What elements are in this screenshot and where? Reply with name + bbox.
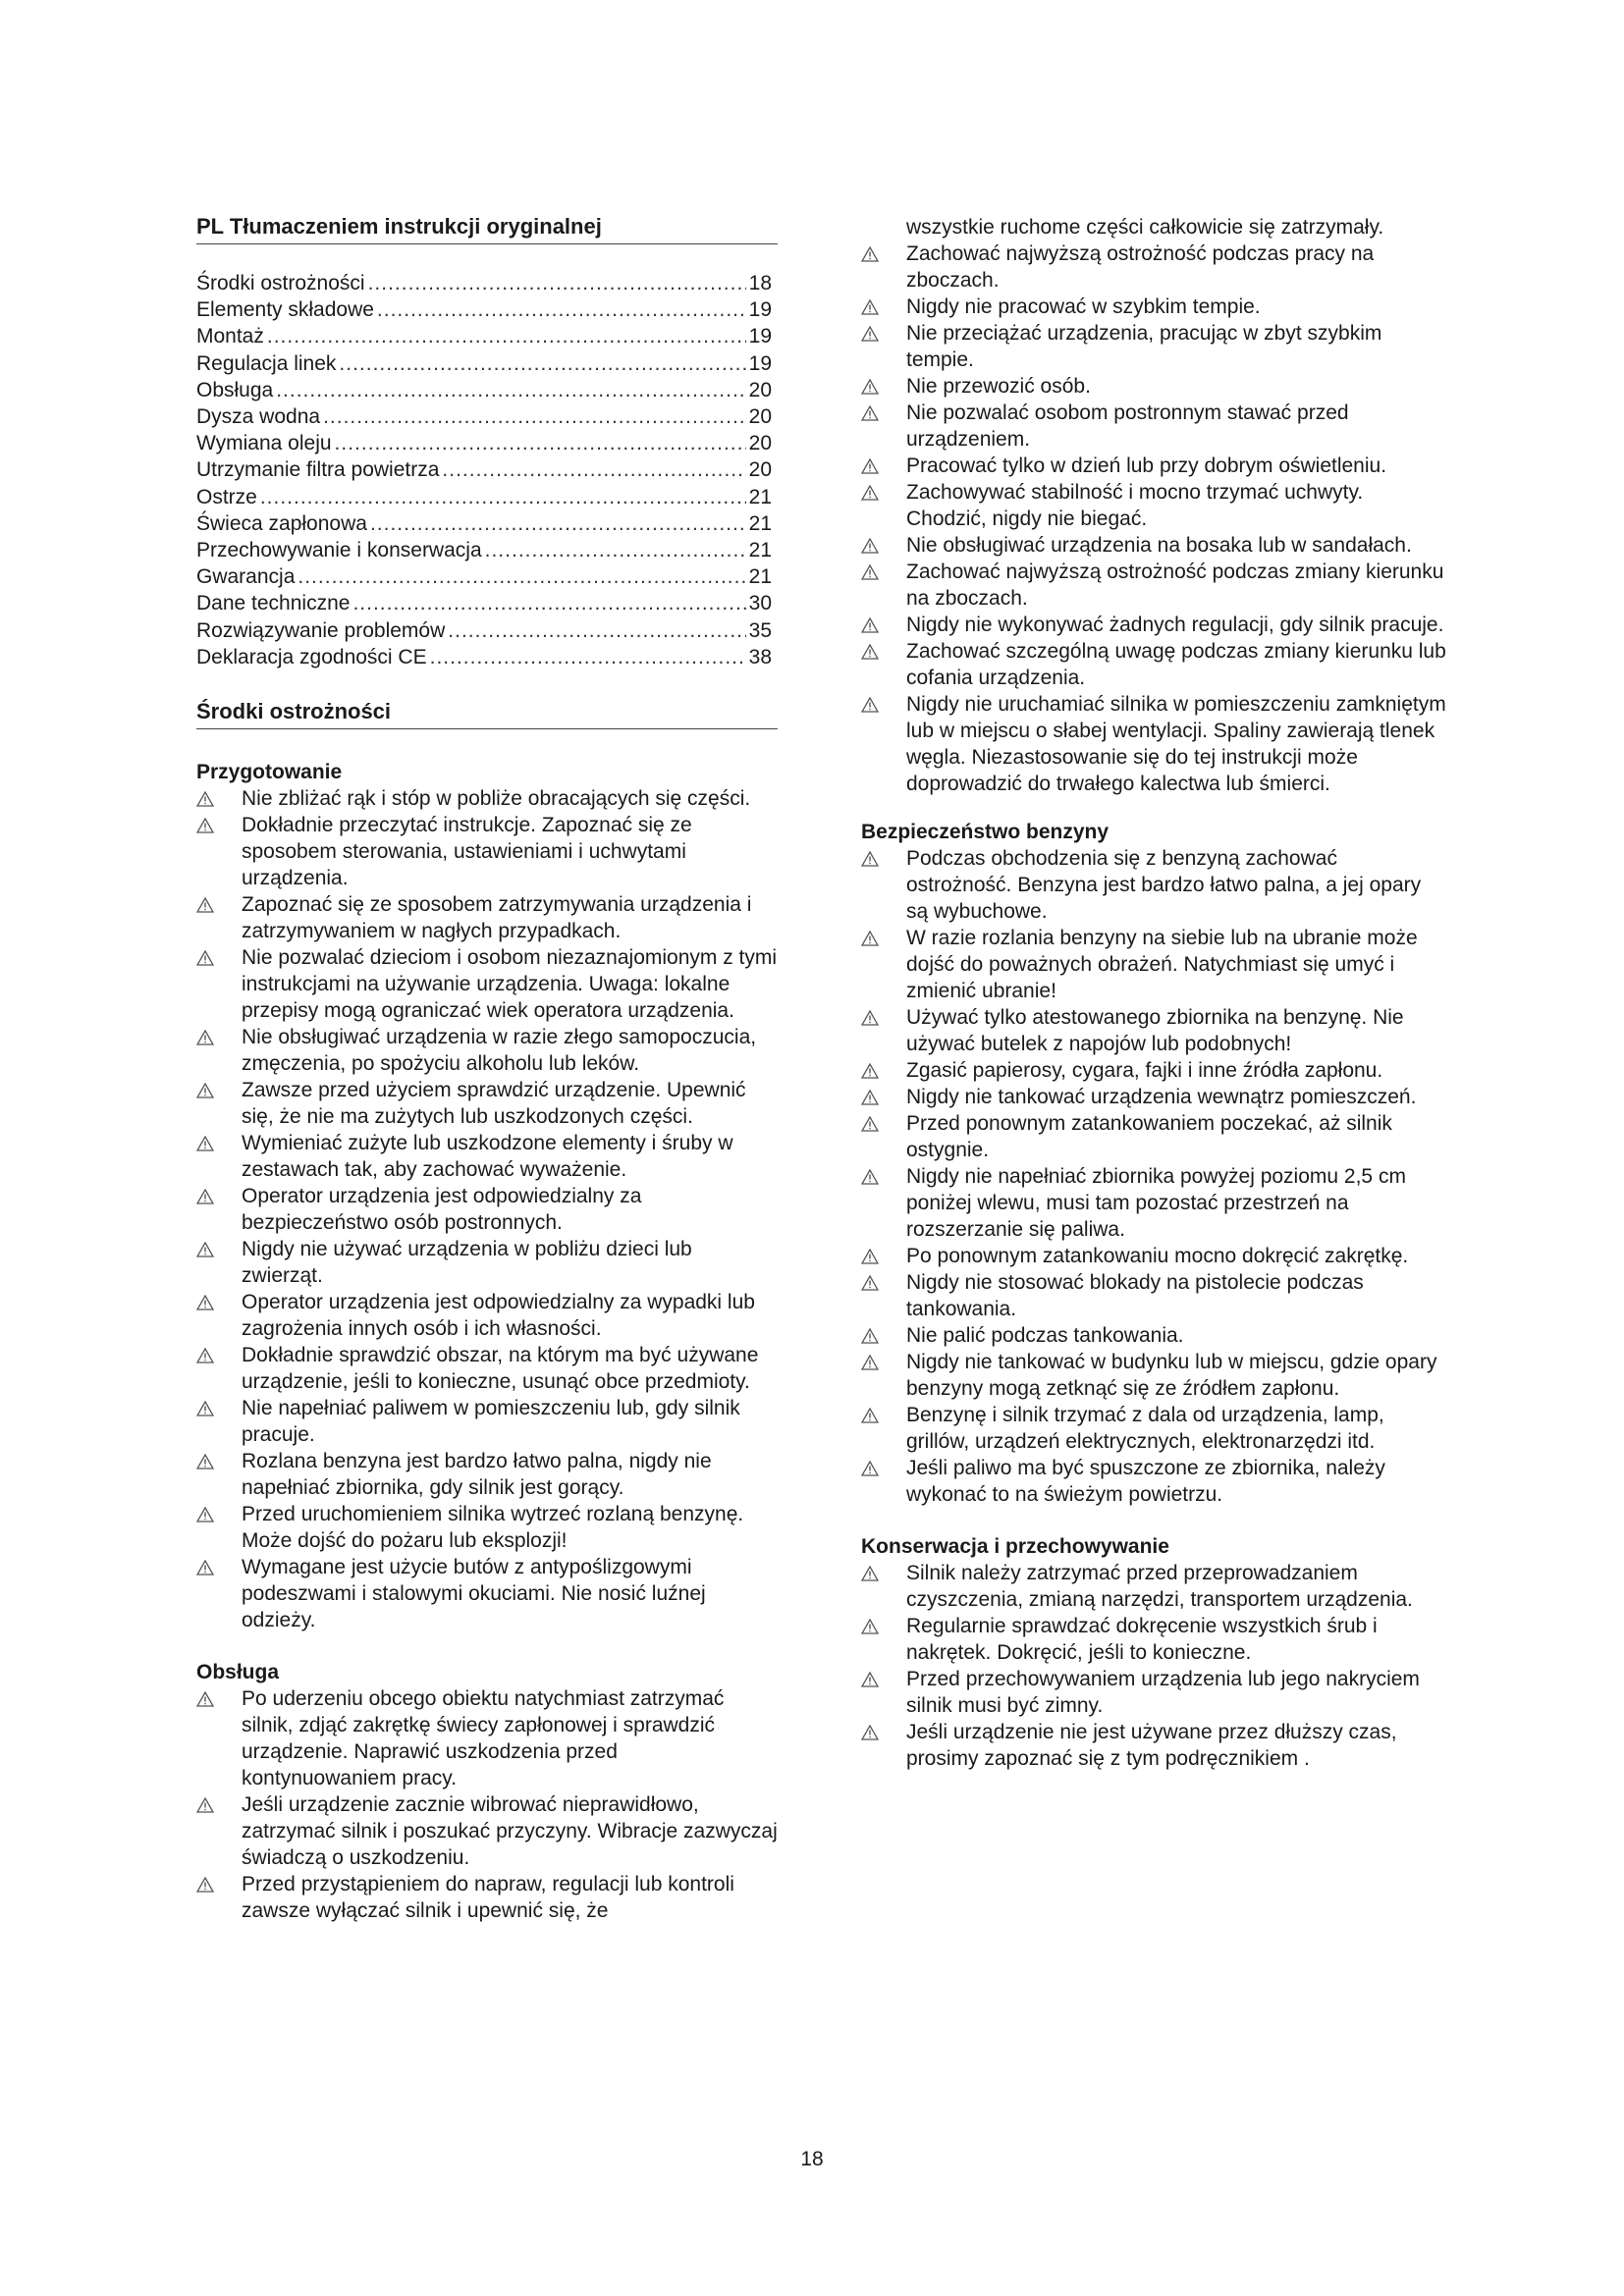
warning-icon bbox=[196, 1454, 214, 1469]
warning-icon bbox=[861, 1408, 879, 1423]
warning-icon bbox=[196, 897, 214, 913]
toc-entry-page: 21 bbox=[748, 565, 772, 589]
warning-icon bbox=[196, 1242, 214, 1257]
maintenance-list bbox=[861, 1560, 1447, 1772]
warning-icon bbox=[196, 1797, 214, 1813]
warning-icon bbox=[196, 1136, 214, 1151]
list-item bbox=[861, 612, 1447, 638]
list-item bbox=[196, 1024, 778, 1077]
toc-entry-page: 20 bbox=[748, 378, 772, 401]
toc-row bbox=[196, 537, 772, 563]
warning-icon bbox=[861, 485, 879, 501]
toc-row bbox=[196, 323, 772, 349]
toc-dot-leader bbox=[276, 377, 745, 403]
warning-icon bbox=[861, 246, 879, 262]
petrol-safety-list bbox=[861, 845, 1447, 1508]
list-item-text: Nigdy nie używać urządzenia w pobliżu dzieci lub zwierząt. bbox=[242, 1238, 692, 1287]
list-item bbox=[861, 638, 1447, 691]
toc-dot-leader bbox=[442, 456, 745, 483]
warning-icon bbox=[196, 1691, 214, 1707]
toc-entry-page: 38 bbox=[748, 645, 772, 668]
list-item-text: Wymagane jest użycie butów z antypoślizgowymi podeszwami i stalowymi okuciami. Nie nosić luźnej odzieży. bbox=[242, 1556, 706, 1631]
toc-entry-page: 21 bbox=[748, 485, 772, 508]
warning-icon bbox=[861, 538, 879, 554]
warning-icon bbox=[861, 851, 879, 867]
warning-icon bbox=[196, 1401, 214, 1416]
toc-entry-page: 21 bbox=[748, 511, 772, 535]
warning-icon bbox=[861, 1249, 879, 1264]
document-header: PL Tłumaczeniem instrukcji oryginalnej bbox=[196, 214, 778, 244]
list-item-text: Regularnie sprawdzać dokręcenie wszystkich śrub i nakrętek. Dokręcić, jeśli to konieczne. bbox=[906, 1615, 1378, 1664]
list-item-text: Nie palić podczas tankowania. bbox=[906, 1324, 1184, 1347]
list-item bbox=[861, 1719, 1447, 1772]
toc-dot-leader bbox=[339, 350, 745, 377]
warning-icon bbox=[861, 931, 879, 946]
warning-icon bbox=[861, 1355, 879, 1370]
toc-entry-title: Montaż bbox=[196, 325, 264, 348]
toc-dot-leader bbox=[298, 563, 745, 590]
list-item bbox=[861, 1057, 1447, 1084]
toc-entry-page: 30 bbox=[748, 592, 772, 615]
list-item bbox=[196, 1554, 778, 1633]
toc-dot-leader bbox=[448, 617, 745, 644]
toc-row bbox=[196, 430, 772, 456]
toc-dot-leader bbox=[335, 430, 746, 456]
list-item-text: Benzynę i silnik trzymać z dala od urządzenia, lamp, grillów, urządzeń elektrycznych, elektronarzędzi itd. bbox=[906, 1404, 1384, 1453]
warning-icon bbox=[196, 1189, 214, 1204]
list-item-text: Silnik należy zatrzymać przed przeprowadzaniem czyszczenia, zmianą narzędzi, transportem urządzenia. bbox=[906, 1562, 1413, 1611]
toc-dot-leader bbox=[323, 403, 746, 430]
page-number: 18 bbox=[800, 2148, 824, 2170]
toc-entry-title: Dysza wodna bbox=[196, 405, 321, 429]
maintenance-heading: Konserwacja i przechowywanie bbox=[861, 1535, 1169, 1558]
warning-icon bbox=[861, 1725, 879, 1740]
list-item-text: Nie przewozić osób. bbox=[906, 375, 1091, 398]
warning-icon bbox=[861, 697, 879, 713]
list-item-text: Przed przechowywaniem urządzenia lub jego nakryciem silnik musi być zimny. bbox=[906, 1668, 1420, 1717]
toc-entry-title: Regulacja linek bbox=[196, 351, 337, 375]
list-item bbox=[861, 294, 1447, 320]
toc-entry-page: 20 bbox=[748, 458, 772, 482]
warning-icon bbox=[861, 1010, 879, 1026]
warning-icon bbox=[861, 1169, 879, 1185]
toc-row bbox=[196, 510, 772, 537]
toc-entry-title: Utrzymanie filtra powietrza bbox=[196, 458, 440, 482]
list-item-text: Rozlana benzyna jest bardzo łatwo palna, nigdy nie napełniać zbiornika, gdy silnik jest gorący. bbox=[242, 1450, 712, 1499]
warning-icon bbox=[196, 1560, 214, 1575]
list-item-text: Nie zbliżać rąk i stóp w pobliże obracających się części. bbox=[242, 787, 751, 810]
list-item bbox=[196, 1077, 778, 1130]
list-item-text: Operator urządzenia jest odpowiedzialny za wypadki lub zagrożenia innych osób i ich własności. bbox=[242, 1291, 755, 1340]
warning-icon bbox=[861, 1619, 879, 1634]
toc-dot-leader bbox=[368, 270, 746, 296]
operation-heading: Obsługa bbox=[196, 1661, 280, 1683]
list-item bbox=[861, 1110, 1447, 1163]
warning-icon bbox=[861, 1461, 879, 1476]
warning-icon bbox=[861, 1063, 879, 1079]
list-item-text: Wymieniać zużyte lub uszkodzone elementy i śruby w zestawach tak, aby zachować wyważenie. bbox=[242, 1132, 733, 1181]
operation-list-part1 bbox=[196, 1685, 778, 1924]
warning-icon bbox=[861, 1090, 879, 1105]
list-item bbox=[861, 1666, 1447, 1719]
list-item bbox=[861, 1322, 1447, 1349]
list-item bbox=[196, 1448, 778, 1501]
list-item bbox=[861, 1243, 1447, 1269]
list-item-text: Zapoznać się ze sposobem zatrzymywania urządzenia i zatrzymywaniem w nagłych przypadkach. bbox=[242, 893, 752, 942]
list-item-text: Nigdy nie wykonywać żadnych regulacji, gdy silnik pracuje. bbox=[906, 614, 1444, 636]
toc-entry-page: 20 bbox=[748, 405, 772, 429]
toc-entry-title: Deklaracja zgodności CE bbox=[196, 645, 427, 668]
list-item-text: wszystkie ruchome części całkowicie się zatrzymały. bbox=[906, 216, 1384, 239]
toc-row bbox=[196, 377, 772, 403]
list-item-text: Zachowywać stabilność i mocno trzymać uchwyty. Chodzić, nigdy nie biegać. bbox=[906, 481, 1364, 530]
list-item-text: Zgasić papierosy, cygara, fajki i inne źródła zapłonu. bbox=[906, 1059, 1383, 1082]
toc-row bbox=[196, 350, 772, 377]
toc-dot-leader bbox=[260, 484, 746, 510]
toc-entry-page: 18 bbox=[748, 272, 772, 294]
toc-row bbox=[196, 617, 772, 644]
list-item bbox=[861, 1455, 1447, 1508]
list-item bbox=[861, 1084, 1447, 1110]
list-item bbox=[196, 1871, 778, 1924]
list-item bbox=[861, 1163, 1447, 1243]
toc-entry-title: Elementy składowe bbox=[196, 298, 374, 322]
toc-dot-leader bbox=[267, 323, 746, 349]
list-item-text: Nigdy nie stosować blokady na pistolecie podczas tankowania. bbox=[906, 1271, 1364, 1320]
list-item bbox=[196, 1236, 778, 1289]
toc-entry-title: Środki ostrożności bbox=[196, 272, 365, 294]
list-item-text: Przed przystąpieniem do napraw, regulacji lub kontroli zawsze wyłączać silnik i upewnić się, że bbox=[242, 1873, 734, 1922]
list-item bbox=[861, 240, 1447, 294]
list-item bbox=[196, 1501, 778, 1554]
toc-entry-title: Obsługa bbox=[196, 378, 274, 401]
list-item-text: Dokładnie przeczytać instrukcje. Zapoznać się ze sposobem sterowania, ustawieniami i uchwytami urządzenia. bbox=[242, 814, 692, 889]
list-item bbox=[196, 1289, 778, 1342]
list-item bbox=[196, 1342, 778, 1395]
list-item bbox=[861, 453, 1447, 479]
list-item bbox=[861, 1560, 1447, 1613]
list-item-text: Nie obsługiwać urządzenia w razie złego samopoczucia, zmęczenia, po spożyciu alkoholu lub leków. bbox=[242, 1026, 757, 1075]
list-item-text: Przed ponownym zatankowaniem poczekać, aż silnik ostygnie. bbox=[906, 1112, 1392, 1161]
toc-dot-leader bbox=[370, 510, 746, 537]
list-item-text: Nie pozwalać dzieciom i osobom niezaznajomionym z tymi instrukcjami na używanie urządzenia. Uwaga: lokalne przepisy mogą ograniczać wiek operatora urządzenia. bbox=[242, 946, 778, 1022]
warning-icon bbox=[861, 405, 879, 421]
list-item bbox=[861, 559, 1447, 612]
list-item bbox=[861, 1269, 1447, 1322]
warning-icon bbox=[861, 299, 879, 315]
list-item bbox=[196, 1130, 778, 1183]
list-item-text: Jeśli paliwo ma być spuszczone ze zbiornika, należy wykonać to na świeżym powietrzu. bbox=[906, 1457, 1385, 1506]
list-item-text: Po uderzeniu obcego obiektu natychmiast zatrzymać silnik, zdjąć zakrętkę świecy zapłonowej i sprawdzić urządzenie. Naprawić uszkodzenia przed kontynuowaniem pracy. bbox=[242, 1687, 725, 1789]
warning-icon bbox=[196, 791, 214, 807]
toc-entry-title: Wymiana oleju bbox=[196, 432, 332, 455]
list-item-text: Zachować najwyższą ostrożność podczas pracy na zboczach. bbox=[906, 242, 1375, 292]
toc-entry-page: 19 bbox=[748, 325, 772, 348]
warning-icon bbox=[196, 818, 214, 833]
list-item bbox=[196, 1395, 778, 1448]
toc-entry-title: Ostrze bbox=[196, 485, 257, 508]
list-item-text: Nie napełniać paliwem w pomieszczeniu lub, gdy silnik pracuje. bbox=[242, 1397, 740, 1446]
list-item bbox=[861, 1004, 1447, 1057]
list-item bbox=[861, 400, 1447, 453]
toc-entry-page: 19 bbox=[748, 351, 772, 375]
list-item-text: Dokładnie sprawdzić obszar, na którym ma być używane urządzenie, jeśli to konieczne, usunąć obce przedmioty. bbox=[242, 1344, 759, 1393]
toc-row bbox=[196, 456, 772, 483]
list-item-text: Nie pozwalać osobom postronnym stawać przed urządzeniem. bbox=[906, 401, 1349, 451]
toc-row bbox=[196, 270, 772, 296]
toc-row bbox=[196, 296, 772, 323]
list-item bbox=[861, 532, 1447, 559]
list-item-text: Jeśli urządzenie nie jest używane przez dłuższy czas, prosimy zapoznać się z tym podręcznikiem . bbox=[906, 1721, 1397, 1770]
list-item bbox=[861, 1402, 1447, 1455]
list-item-text: Nie obsługiwać urządzenia na bosaka lub w sandałach. bbox=[906, 534, 1412, 557]
warning-icon bbox=[196, 1507, 214, 1522]
toc-row bbox=[196, 403, 772, 430]
list-item bbox=[196, 1183, 778, 1236]
list-item bbox=[196, 1791, 778, 1871]
warning-icon bbox=[196, 950, 214, 966]
warning-icon bbox=[196, 1030, 214, 1045]
list-item-text: Podczas obchodzenia się z benzyną zachować ostrożność. Benzyna jest bardzo łatwo palna, a jej opary są wybuchowe. bbox=[906, 847, 1422, 923]
list-item bbox=[196, 891, 778, 944]
list-item-text: Operator urządzenia jest odpowiedzialny za bezpieczeństwo osób postronnych. bbox=[242, 1185, 642, 1234]
list-item bbox=[861, 479, 1447, 532]
list-item bbox=[861, 373, 1447, 400]
warning-icon bbox=[861, 564, 879, 580]
toc-entry-title: Rozwiązywanie problemów bbox=[196, 618, 446, 642]
warning-icon bbox=[196, 1295, 214, 1310]
section-title: Środki ostrożności bbox=[196, 699, 778, 729]
list-item-text: Zachować najwyższą ostrożność podczas zmiany kierunku na zboczach. bbox=[906, 561, 1444, 610]
toc-dot-leader bbox=[377, 296, 746, 323]
list-item-text: Pracować tylko w dzień lub przy dobrym oświetleniu. bbox=[906, 454, 1387, 477]
toc-row bbox=[196, 563, 772, 590]
toc-dot-leader bbox=[352, 590, 745, 616]
warning-icon bbox=[861, 458, 879, 474]
list-item-text: Zachować szczególną uwagę podczas zmiany kierunku lub cofania urządzenia. bbox=[906, 640, 1446, 689]
warning-icon bbox=[196, 1348, 214, 1363]
list-item-text: W razie rozlania benzyny na siebie lub na ubranie może dojść do poważnych obrażeń. Natychmiast się umyć i zmienić ubranie! bbox=[906, 927, 1418, 1002]
warning-icon bbox=[861, 1275, 879, 1291]
toc-row bbox=[196, 484, 772, 510]
warning-icon bbox=[861, 1116, 879, 1132]
list-item bbox=[861, 845, 1447, 925]
toc-entry-title: Przechowywanie i konserwacja bbox=[196, 539, 482, 562]
list-item-text: Używać tylko atestowanego zbiornika na benzynę. Nie używać butelek z napojów lub podobnych! bbox=[906, 1006, 1404, 1055]
list-item-text: Jeśli urządzenie zacznie wibrować nieprawidłowo, zatrzymać silnik i poszukać przyczyny. Wibracje zazwyczaj świadczą o uszkodzeniu. bbox=[242, 1793, 778, 1869]
list-item-text: Nie przeciążać urządzenia, pracując w zbyt szybkim tempie. bbox=[906, 322, 1382, 371]
list-item-text: Przed uruchomieniem silnika wytrzeć rozlaną benzynę. Może dojść do pożaru lub eksplozji! bbox=[242, 1503, 744, 1552]
warning-icon bbox=[196, 1083, 214, 1098]
list-item-text: Nigdy nie tankować w budynku lub w miejscu, gdzie opary benzyny mogą zetknąć się ze źródłem zapłonu. bbox=[906, 1351, 1437, 1400]
warning-icon bbox=[861, 1566, 879, 1581]
operation-list-part2 bbox=[861, 214, 1447, 797]
toc-entry-title: Świeca zapłonowa bbox=[196, 511, 367, 535]
list-item-text: Nigdy nie pracować w szybkim tempie. bbox=[906, 295, 1261, 318]
list-item bbox=[196, 1685, 778, 1791]
list-item-text: Nigdy nie napełniać zbiornika powyżej poziomu 2,5 cm poniżej wlewu, musi tam pozostać przestrzeń na rozszerzanie się paliwa. bbox=[906, 1165, 1406, 1241]
toc-entry-page: 20 bbox=[748, 432, 772, 455]
right-column bbox=[861, 214, 1447, 1772]
list-item bbox=[861, 320, 1447, 373]
toc-entry-page: 19 bbox=[748, 298, 772, 322]
toc-dot-leader bbox=[485, 537, 746, 563]
preparation-heading: Przygotowanie bbox=[196, 761, 343, 783]
petrol-safety-heading: Bezpieczeństwo benzyny bbox=[861, 821, 1110, 843]
list-item bbox=[196, 785, 778, 812]
warning-icon bbox=[861, 1672, 879, 1687]
table-of-contents bbox=[196, 270, 772, 670]
preparation-block bbox=[196, 759, 778, 1924]
warning-icon bbox=[196, 1877, 214, 1893]
warning-icon bbox=[861, 1328, 879, 1344]
toc-entry-title: Gwarancja bbox=[196, 565, 296, 589]
list-item bbox=[861, 1613, 1447, 1666]
list-item bbox=[861, 925, 1447, 1004]
list-item bbox=[861, 691, 1447, 797]
list-item bbox=[196, 944, 778, 1024]
list-item bbox=[196, 812, 778, 891]
list-item-text: Nigdy nie uruchamiać silnika w pomieszczeniu zamkniętym lub w miejscu o słabej wentylacji. Spaliny zawierają tlenek węgla. Niezastosowanie się do tej instrukcji może doprowadzić do trwałego kalectwa lub śmierci. bbox=[906, 693, 1446, 795]
toc-entry-title: Dane techniczne bbox=[196, 592, 351, 615]
toc-dot-leader bbox=[430, 644, 746, 670]
warning-icon bbox=[861, 379, 879, 395]
preparation-list bbox=[196, 785, 778, 1633]
warning-icon bbox=[861, 617, 879, 633]
toc-entry-page: 35 bbox=[748, 618, 772, 642]
toc-row bbox=[196, 644, 772, 670]
list-item-continued bbox=[861, 214, 1447, 240]
list-item-text: Po ponownym zatankowaniu mocno dokręcić zakrętkę. bbox=[906, 1245, 1409, 1267]
toc-row bbox=[196, 590, 772, 616]
toc-entry-page: 21 bbox=[748, 539, 772, 562]
list-item-text: Zawsze przed użyciem sprawdzić urządzenie. Upewnić się, że nie ma zużytych lub uszkodzonych części. bbox=[242, 1079, 746, 1128]
warning-icon bbox=[861, 644, 879, 660]
list-item-text: Nigdy nie tankować urządzenia wewnątrz pomieszczeń. bbox=[906, 1086, 1417, 1108]
warning-icon bbox=[861, 326, 879, 342]
list-item bbox=[861, 1349, 1447, 1402]
